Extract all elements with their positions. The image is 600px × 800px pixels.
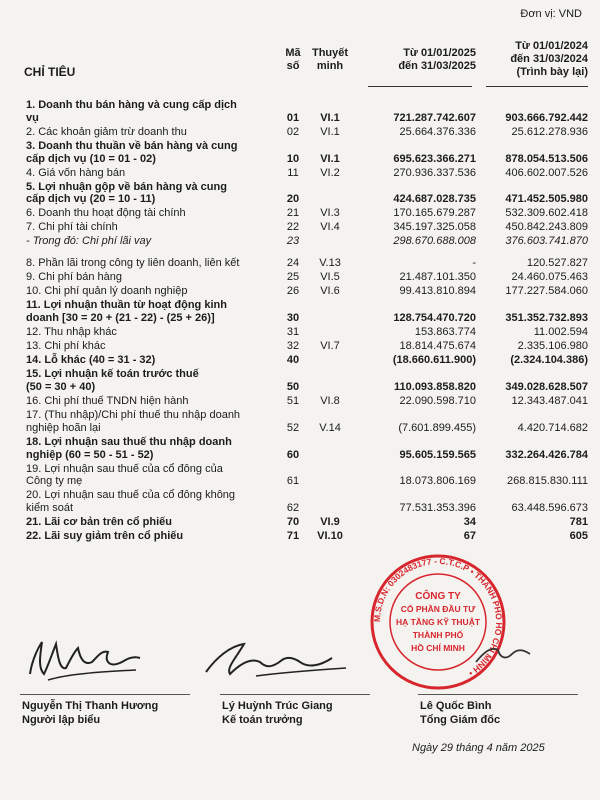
row-note: V.14 — [319, 421, 341, 434]
row-code: 02 — [286, 125, 300, 138]
row-value-2024: 24.460.075.463 — [511, 271, 588, 284]
row-label-line: 5. Lợi nhuận gộp về bán hàng và cung — [26, 180, 227, 193]
seal-center-line: CỔ PHẦN ĐẦU TƯ — [400, 604, 476, 614]
table-row — [0, 140, 600, 167]
row-value-2025: (18.660.611.900) — [392, 354, 476, 367]
row-note: VI.6 — [320, 285, 340, 298]
header-period-2025-line2: đến 31/03/2025 — [398, 60, 476, 72]
table-row — [0, 271, 600, 285]
row-note: VI.7 — [320, 340, 340, 353]
row-label — [26, 354, 282, 367]
row-label-line: 9. Chi phí bán hàng — [26, 271, 123, 284]
currency-unit: Đơn vị: VND — [520, 8, 582, 20]
row-label-line: 14. Lỗ khác (40 = 31 - 32) — [26, 354, 156, 367]
table-row — [0, 516, 600, 530]
row-label-line: 21. Lãi cơ bản trên cổ phiếu — [26, 516, 172, 529]
row-note: VI.10 — [317, 530, 343, 543]
row-value-2025: 99.413.810.894 — [399, 285, 476, 298]
row-value-2024: 63.448.596.673 — [511, 502, 588, 515]
row-value-2024: 450.842.243.809 — [505, 221, 588, 234]
header-note — [304, 47, 356, 73]
row-label — [26, 140, 282, 166]
row-label-line: 18. Lợi nhuận sau thuế thu nhập doanh — [26, 435, 232, 448]
table-row — [0, 181, 600, 208]
row-value-2025: 95.605.159.565 — [399, 448, 476, 461]
header-underline-2024 — [486, 86, 588, 87]
chief-accountant-title: Kế toán trưởng — [222, 714, 303, 726]
preparer-title: Người lập biểu — [22, 714, 101, 726]
row-label-line: Công ty mẹ — [26, 475, 83, 488]
row-code: 52 — [286, 421, 300, 434]
row-label — [26, 299, 282, 325]
row-value-2025: 345.197.325.058 — [393, 221, 476, 234]
row-code: 23 — [286, 235, 300, 248]
seal-center-line: HỒ CHÍ MINH — [411, 643, 465, 653]
row-label-line: cấp dịch vụ (20 = 10 - 11) — [26, 193, 156, 206]
row-value-2024: 25.612.278.936 — [511, 125, 588, 138]
row-label-line: 2. Các khoản giảm trừ doanh thu — [26, 125, 187, 138]
row-code: 61 — [286, 475, 300, 488]
row-note: VI.8 — [320, 395, 340, 407]
row-label — [26, 436, 282, 462]
row-note: VI.9 — [320, 516, 340, 529]
row-value-2024: 177.227.584.060 — [505, 285, 588, 298]
signature-line-general-director — [418, 694, 578, 695]
row-label-line: doanh [30 = 20 + (21 - 22) - (25 + 26)] — [26, 312, 215, 325]
header-period-2024 — [482, 40, 588, 79]
row-code: 40 — [286, 354, 300, 367]
header-period-2024-line1: Từ 01/01/2024 — [515, 40, 588, 52]
row-code: 25 — [286, 271, 300, 284]
row-note: VI.1 — [320, 152, 340, 165]
table-row — [0, 167, 600, 181]
header-period-2025-line1: Từ 01/01/2025 — [403, 47, 476, 59]
row-value-2025: 424.687.028.735 — [393, 193, 476, 206]
row-code: 50 — [286, 380, 300, 393]
row-value-2024: 4.420.714.682 — [517, 421, 588, 434]
row-value-2024: (2.324.104.386) — [510, 354, 588, 367]
header-indicator: CHỈ TIÊU — [24, 65, 76, 79]
row-value-2025: 77.531.353.396 — [399, 502, 476, 515]
row-value-2025: 21.487.101.350 — [399, 271, 476, 284]
row-note: VI.3 — [320, 207, 340, 220]
row-label — [26, 489, 282, 515]
row-note: VI.1 — [320, 125, 340, 138]
row-value-2024: 781 — [569, 516, 588, 529]
table-row — [0, 368, 600, 395]
row-code: 71 — [286, 530, 300, 543]
row-value-2024: 12.343.487.041 — [511, 395, 588, 407]
row-value-2025: 695.623.366.271 — [393, 152, 476, 165]
table-row — [0, 395, 600, 409]
row-label-line: (50 = 30 + 40) — [26, 380, 96, 393]
row-value-2025: 18.814.475.674 — [399, 340, 476, 353]
row-label-line: 16. Chi phí thuế TNDN hiện hành — [26, 395, 189, 407]
row-value-2025: 270.936.337.536 — [393, 166, 476, 179]
header-code-line1: Mã — [285, 47, 301, 59]
row-value-2024: 349.028.628.507 — [505, 380, 588, 393]
row-label — [26, 271, 282, 284]
row-label-line: 19. Lợi nhuận sau thuế của cổ đông của — [26, 462, 223, 475]
row-value-2024: 332.264.426.784 — [505, 448, 588, 461]
header-period-2024-line3: (Trình bày lại) — [516, 66, 588, 78]
row-value-2024: 878.054.513.506 — [505, 152, 588, 165]
header-note-line2: minh — [316, 60, 344, 72]
row-code: 32 — [286, 340, 300, 353]
seal-center-line: THÀNH PHỐ — [412, 630, 464, 640]
signature-chief-accountant — [196, 628, 356, 688]
row-value-2025: 67 — [463, 530, 476, 543]
table-row — [0, 340, 600, 354]
table-row — [0, 221, 600, 235]
row-label — [26, 285, 282, 298]
row-label — [26, 340, 282, 353]
table-row — [0, 354, 600, 368]
row-label-line: 22. Lãi suy giảm trên cổ phiếu — [26, 530, 184, 543]
seal-center-line: CÔNG TY — [415, 591, 461, 602]
row-label-line: 3. Doanh thu thuần về bán hàng và cung — [26, 139, 238, 152]
row-code: 70 — [286, 516, 300, 529]
row-label-line: nghiệp hoãn lại — [26, 421, 101, 434]
table-row — [0, 326, 600, 340]
row-value-2025: 34 — [463, 516, 476, 529]
table-row — [0, 99, 600, 126]
row-label-line: 11. Lợi nhuận thuần từ hoạt động kinh — [26, 299, 227, 312]
row-label — [26, 395, 282, 408]
signature-line-preparer — [20, 694, 190, 695]
row-value-2025: 18.073.806.169 — [399, 475, 476, 488]
row-label — [26, 530, 282, 543]
row-code: 51 — [286, 395, 300, 407]
row-code: 21 — [286, 207, 300, 220]
row-label — [26, 463, 282, 489]
row-label — [26, 167, 282, 180]
row-value-2025: 153.863.774 — [414, 326, 476, 339]
row-label-line: 7. Chi phí tài chính — [26, 221, 118, 234]
row-label-line: 15. Lợi nhuận kế toán trước thuế — [26, 368, 199, 381]
row-code: 62 — [286, 502, 300, 515]
table-row — [0, 436, 600, 463]
table-row — [0, 257, 600, 271]
table-row — [0, 285, 600, 299]
row-code: 10 — [286, 152, 300, 165]
seal-center-line: HẠ TẦNG KỸ THUẬT — [395, 617, 481, 627]
header-period-2024-line2: đến 31/03/2024 — [510, 53, 588, 65]
row-label — [26, 326, 282, 339]
row-value-2024: 903.666.792.442 — [505, 111, 588, 124]
row-code: 01 — [286, 111, 300, 124]
row-value-2025: 22.090.598.710 — [399, 395, 476, 407]
signature-preparer — [18, 622, 148, 692]
row-label-line: - Trong đó: Chi phí lãi vay — [26, 235, 152, 248]
row-value-2024: 532.309.602.418 — [505, 207, 588, 220]
row-label — [26, 235, 282, 248]
row-note: VI.1 — [320, 111, 340, 124]
row-label-line: 17. (Thu nhập)/Chi phí thuế thu nhập doanh — [26, 409, 241, 421]
row-label — [26, 126, 282, 139]
row-label — [26, 368, 282, 394]
preparer-name: Nguyễn Thị Thanh Hương — [22, 700, 159, 712]
table-row — [0, 299, 600, 326]
table-row — [0, 207, 600, 221]
table-row — [0, 530, 600, 544]
row-value-2024: 268.815.830.111 — [507, 475, 588, 488]
table-row — [0, 409, 600, 436]
row-value-2024: 120.527.827 — [526, 257, 588, 270]
row-label-line: vụ — [26, 111, 39, 124]
row-label — [26, 257, 282, 270]
row-label-line: 6. Doanh thu hoạt động tài chính — [26, 207, 186, 220]
row-label-line: kiểm soát — [26, 502, 74, 515]
row-code: 31 — [286, 326, 300, 339]
row-code: 20 — [286, 193, 300, 206]
row-label-line: 12. Thu nhập khác — [26, 326, 117, 339]
row-note: V.13 — [319, 257, 341, 270]
row-note: VI.2 — [320, 166, 340, 179]
row-value-2024: 351.352.732.893 — [505, 312, 588, 325]
row-code: 22 — [286, 221, 300, 234]
header-underline-2025 — [368, 86, 472, 87]
row-note: VI.5 — [320, 271, 340, 284]
row-label-line: 1. Doanh thu bán hàng và cung cấp dịch — [26, 99, 237, 111]
row-code: 11 — [287, 166, 299, 179]
row-value-2024: 11.002.594 — [533, 326, 588, 339]
row-code: 30 — [286, 312, 300, 325]
table-row — [0, 463, 600, 490]
row-value-2025: 170.165.679.287 — [393, 207, 476, 220]
signature-general-director — [470, 632, 540, 672]
header-code — [282, 47, 304, 73]
row-value-2024: 471.452.505.980 — [505, 193, 588, 206]
row-value-2025: 25.664.376.336 — [399, 125, 476, 138]
row-value-2024: 406.602.007.526 — [505, 166, 588, 179]
header-period-2025 — [366, 47, 476, 73]
row-value-2025: 721.287.742.607 — [393, 111, 476, 124]
row-label-line: nghiệp (60 = 50 - 51 - 52) — [26, 448, 154, 461]
row-label — [26, 99, 282, 125]
row-value-2025: 128.754.470.720 — [393, 312, 476, 325]
row-label — [26, 409, 282, 435]
seal-ring-text: M.S.D.N: 0302483177 - C.T.C.P • THÀNH PHỐ HỒ CHÍ MINH • — [371, 555, 505, 679]
row-label — [26, 516, 282, 529]
row-label-line: cấp dịch vụ (10 = 01 - 02) — [26, 152, 156, 165]
row-label-line: 20. Lợi nhuận sau thuế của cổ đông không — [26, 489, 236, 502]
row-label-line: 13. Chi phí khác — [26, 340, 106, 353]
row-note: VI.4 — [320, 221, 340, 234]
row-label-line: 10. Chi phí quản lý doanh nghiệp — [26, 285, 188, 298]
row-code: 60 — [286, 448, 300, 461]
row-label — [26, 207, 282, 220]
report-date: Ngày 29 tháng 4 năm 2025 — [412, 742, 545, 754]
row-label-line: 4. Giá vốn hàng bán — [26, 166, 126, 179]
general-director-title: Tổng Giám đốc — [420, 714, 501, 726]
row-value-2025: (7.601.899.455) — [398, 421, 476, 434]
row-code: 26 — [286, 285, 300, 298]
table-row — [0, 235, 600, 249]
row-value-2024: 2.335.106.980 — [517, 340, 588, 353]
signature-line-chief-accountant — [220, 694, 370, 695]
table-row — [0, 126, 600, 140]
header-note-line1: Thuyết — [311, 47, 349, 59]
general-director-name: Lê Quốc Bình — [420, 700, 492, 712]
row-value-2024: 605 — [569, 530, 588, 543]
chief-accountant-name: Lý Huỳnh Trúc Giang — [222, 700, 333, 712]
row-value-2025: 298.670.688.008 — [393, 235, 476, 248]
row-label — [26, 181, 282, 207]
header-code-line2: số — [286, 60, 300, 72]
table-row — [0, 489, 600, 516]
row-value-2024: 376.603.741.870 — [505, 235, 588, 248]
row-value-2025: 110.093.858.820 — [394, 380, 476, 393]
row-label-line: 8. Phần lãi trong công ty liên doanh, liên kết — [26, 257, 240, 270]
row-value-2025: - — [472, 257, 476, 270]
row-code: 24 — [286, 257, 300, 270]
row-label — [26, 221, 282, 234]
